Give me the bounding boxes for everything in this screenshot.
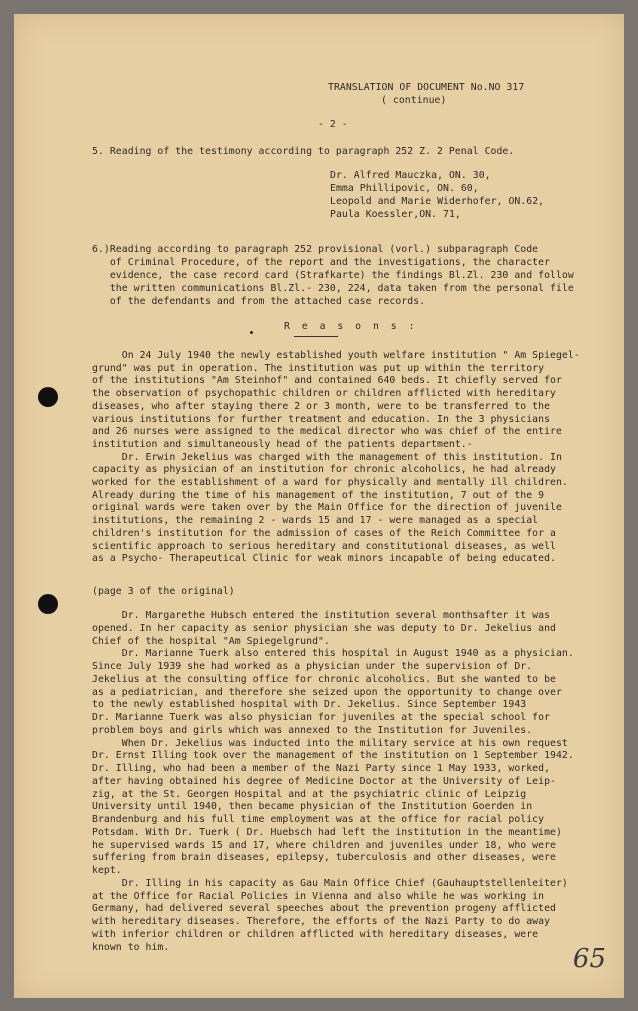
- body-text-line: known to him.: [92, 941, 170, 953]
- body-text-line: Already during the time of his management of the institution, 7 out of the 9: [92, 489, 545, 501]
- body-text-line: at the Office for Racial Policies in Vienna and also while he was working in: [92, 890, 545, 902]
- body-text-line: Dr. Illing, who had been a member of the Nazi Party since 1 May 1933, worked,: [92, 763, 551, 774]
- body-text-line: Chief of the hospital "Am Spiegelgrund".: [92, 635, 330, 647]
- body-text-line: Potsdam. With Dr. Tuerk ( Dr. Huebsch had left the institution in the meantime): [92, 826, 562, 838]
- heading-underline: [294, 336, 338, 337]
- section-6-line: of the defendants and from the attached case records.: [92, 296, 426, 307]
- page-marker: - 2 -: [318, 119, 348, 130]
- witness-name: Dr. Alfred Mauczka, ON. 30,: [330, 170, 491, 181]
- body-text-line: Germany, had delivered several speeches about the prevention progeny afflicted: [92, 903, 556, 915]
- body-text-line: When Dr. Jekelius was inducted into the military service at his own request: [92, 737, 568, 749]
- body-text-line: he supervised wards 15 and 17, where children and juveniles under 18, who were: [92, 839, 556, 851]
- body-text-line: Dr. Margarethe Hubsch entered the institution several monthsafter it was: [92, 610, 551, 621]
- body-text-line: scientific approach to serious hereditary and constitutional diseases, as well: [92, 540, 556, 552]
- section-5-heading: 5. Reading of the testimony according to paragraph 252 Z. 2 Penal Code.: [92, 146, 515, 157]
- body-text-line: children's institution for the admission of cases of the Reich Committee for a: [92, 527, 556, 539]
- body-text-line: institutions, the remaining 2 - wards 15 and 17 - were managed as a special: [92, 515, 539, 527]
- body-text-line: original wards were taken over by the Main Office for the direction of juvenile: [92, 502, 562, 514]
- body-text-line: to the newly established hospital with Dr. Jekelius. Since September 1943: [92, 699, 527, 711]
- section-6-line: the written communications Bl.Zl.- 230, 224, data taken from the personal file: [92, 283, 574, 294]
- bullet-mark: [250, 331, 253, 334]
- document-page: [14, 14, 624, 998]
- body-text-line: the observation of psychopathic children or children afflicted with hereditary: [92, 388, 556, 400]
- body-text-line: zig, at the St. Georgen Hospital and at the psychiatric clinic of Leipzig: [92, 788, 527, 800]
- body-text-line: Dr. Erwin Jekelius was charged with the management of this institution. In: [92, 451, 562, 463]
- body-text-line: worked for the establishment of a ward for physically and mentally ill children.: [92, 477, 568, 488]
- body-text-line: diseases, who after staying there 2 or 3 month, were to be transferred to the: [92, 400, 551, 412]
- body-text-line: Dr. Illing in his capacity as Gau Main Office Chief (Gauhauptstellenleiter): [92, 877, 568, 889]
- body-text-line: Dr. Marianne Tuerk also entered this hospital in August 1940 as a physician.: [92, 648, 574, 660]
- body-text-line: grund" was put in operation. The institution was put up within the territory: [92, 362, 545, 374]
- punch-hole: [38, 594, 58, 614]
- body-text-line: problem boys and girls which was annexed to the Institution for Juveniles.: [92, 724, 533, 736]
- body-text-line: as a pediatrician, and therefore she seized upon the opportunity to change over: [92, 686, 562, 698]
- body-text-line: Dr. Marianne Tuerk was also physician for juveniles at the special school for: [92, 712, 551, 723]
- section-6-line: evidence, the case record card (Strafkarte) the findings Bl.Zl. 230 and follow: [92, 270, 574, 281]
- witness-name: Paula Koessler,ON. 71,: [330, 209, 461, 220]
- witness-name: Emma Phillipovic, ON. 60,: [330, 183, 479, 194]
- reasons-heading: R e a s o n s :: [284, 321, 418, 332]
- body-text-line: Jekelius at the consulting office for chronic alcoholics. But she wanted to be: [92, 673, 556, 685]
- punch-hole: [38, 387, 58, 407]
- body-text-line: and 26 nurses were assigned to the medical director who was chief of the entire: [92, 426, 562, 438]
- body-text-line: of the institutions "Am Steinhof" and contained 640 beds. It chiefly served for: [92, 375, 562, 387]
- witness-name: Leopold and Marie Widerhofer, ON.62,: [330, 196, 545, 207]
- body-text-line: On 24 July 1940 the newly established youth welfare institution " Am Spiegel-: [92, 350, 580, 361]
- body-text-line: University until 1940, then became physician of the Institution Goerden in: [92, 801, 533, 813]
- body-text-line: capacity as physician of an institution for chronic alcoholics, he had already: [92, 464, 556, 476]
- handwritten-page-number: 65: [572, 944, 606, 974]
- body-text-line: opened. In her capacity as senior physician she was deputy to Dr. Jekelius and: [92, 622, 556, 634]
- body-text-line: kept.: [92, 865, 122, 876]
- section-6-line: 6.)Reading according to paragraph 252 provisional (vorl.) subparagraph Code: [92, 244, 539, 255]
- body-text-line: various institutions for further treatment and education. In the 3 physicians: [92, 413, 551, 425]
- body-text-line: as a Psycho- Therapeutical Clinic for weak minors incapable of being educated.: [92, 553, 556, 565]
- document-title: TRANSLATION OF DOCUMENT No.NO 317: [328, 82, 525, 93]
- body-text-line: after having obtained his degree of Medicine Doctor at the University of Leip-: [92, 775, 556, 787]
- body-text-line: institution and simultaneously head of the patients department.-: [92, 438, 473, 450]
- section-6-line: of Criminal Procedure, of the report and the investigations, the character: [92, 257, 551, 268]
- body-text-line: with inferior children or children afflicted with hereditary diseases, were: [92, 928, 539, 940]
- page-note: (page 3 of the original): [92, 586, 235, 597]
- body-text-line: suffering from brain diseases, epilepsy, tuberculosis and other diseases, were: [92, 852, 556, 864]
- body-text-line: with hereditary diseases. Therefore, the efforts of the Nazi Party to do away: [92, 916, 551, 927]
- continue-note: ( continue): [381, 95, 447, 106]
- body-text-line: Brandenburg and his full time employment was at the office for racial policy: [92, 814, 545, 825]
- body-text-line: Dr. Ernst Illing took over the management of the institution on 1 September 1942.: [92, 750, 574, 762]
- body-text-line: Since July 1939 she had worked as a physician under the supervision of Dr.: [92, 661, 533, 672]
